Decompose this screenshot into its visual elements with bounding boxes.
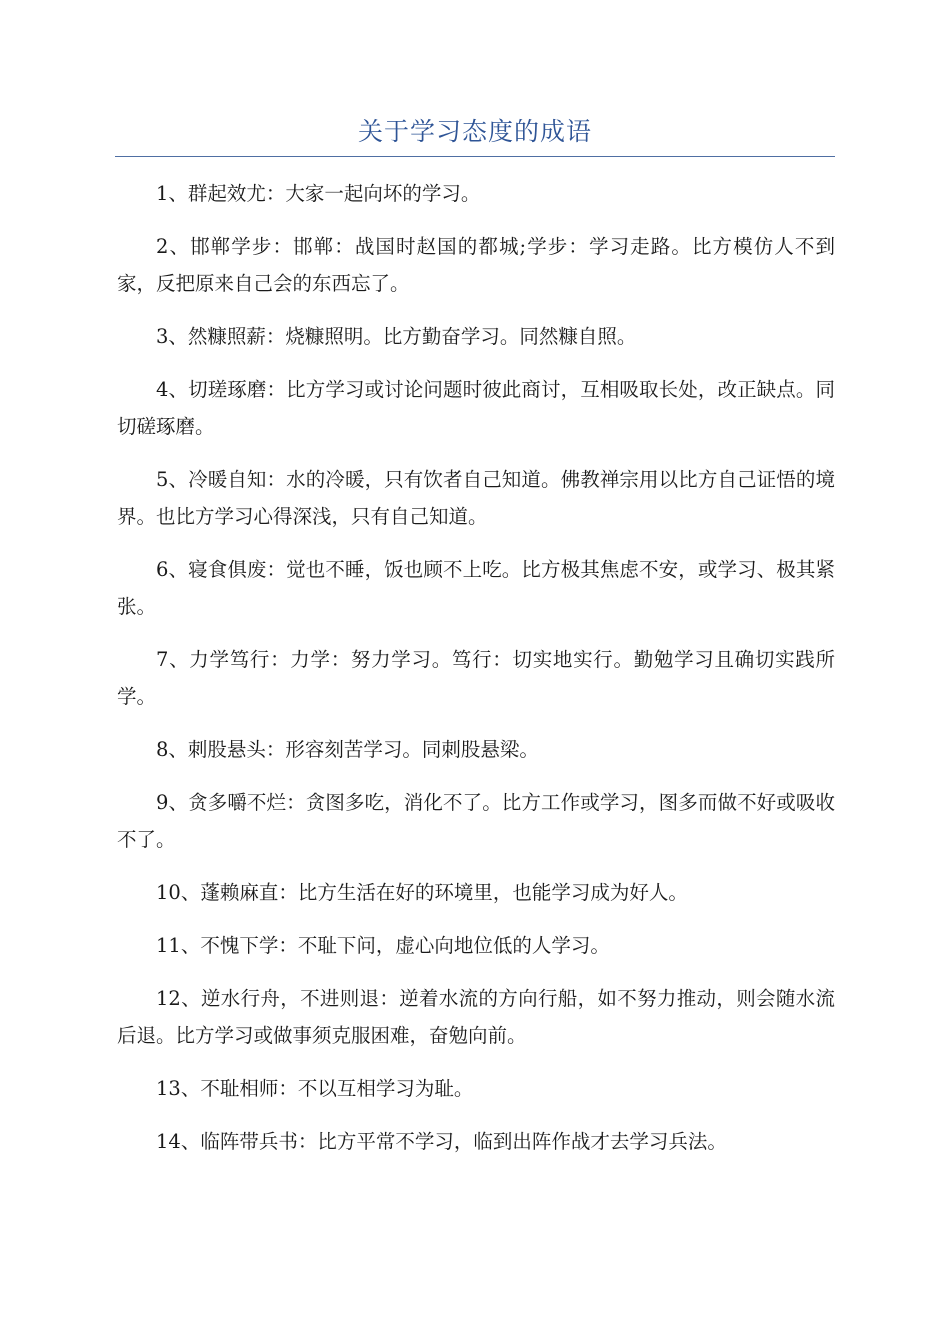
idiom-item-9: 9、贪多嚼不烂：贪图多吃，消化不了。比方工作或学习，图多而做不好或吸收不了。 <box>117 791 835 851</box>
document-body <box>117 175 835 1176</box>
idiom-item-8: 8、刺股悬头：形容刻苦学习。同刺股悬梁。 <box>156 738 539 761</box>
idiom-item-7: 7、力学笃行：力学：努力学习。笃行：切实地实行。勤勉学习且确切实践所学。 <box>117 648 835 708</box>
idiom-item-5: 5、冷暖自知：水的冷暖，只有饮者自己知道。佛教禅宗用以比方自己证悟的境界。也比方学习心得深浅，只有自己知道。 <box>117 468 835 528</box>
idiom-item-6: 6、寝食俱废：觉也不睡，饭也顾不上吃。比方极其焦虑不安，或学习、极其紧张。 <box>117 558 835 618</box>
idiom-item-13: 13、不耻相师：不以互相学习为耻。 <box>156 1077 474 1100</box>
idiom-item-2: 2、邯郸学步：邯郸：战国时赵国的都城;学步：学习走路。比方模仿人不到家，反把原来自己会的东西忘了。 <box>117 235 835 295</box>
title-block <box>115 112 835 157</box>
idiom-item-1: 1、群起效尤：大家一起向坏的学习。 <box>156 182 481 205</box>
idiom-item-10: 10、蓬赖麻直：比方生活在好的环境里，也能学习成为好人。 <box>156 881 688 904</box>
idiom-item-3: 3、然糠照薪：烧糠照明。比方勤奋学习。同然糠自照。 <box>156 325 637 348</box>
idiom-item-14: 14、临阵带兵书：比方平常不学习，临到出阵作战才去学习兵法。 <box>156 1130 727 1153</box>
document-title: 关于学习态度的成语 <box>357 117 592 146</box>
idiom-item-11: 11、不愧下学：不耻下问，虚心向地位低的人学习。 <box>156 934 610 957</box>
idiom-item-4: 4、切瑳琢磨：比方学习或讨论问题时彼此商讨，互相吸取长处，改正缺点。同切磋琢磨。 <box>117 378 835 438</box>
idiom-item-12: 12、逆水行舟，不进则退：逆着水流的方向行船，如不努力推动，则会随水流后退。比方学习或做事须克服困难，奋勉向前。 <box>117 987 835 1047</box>
